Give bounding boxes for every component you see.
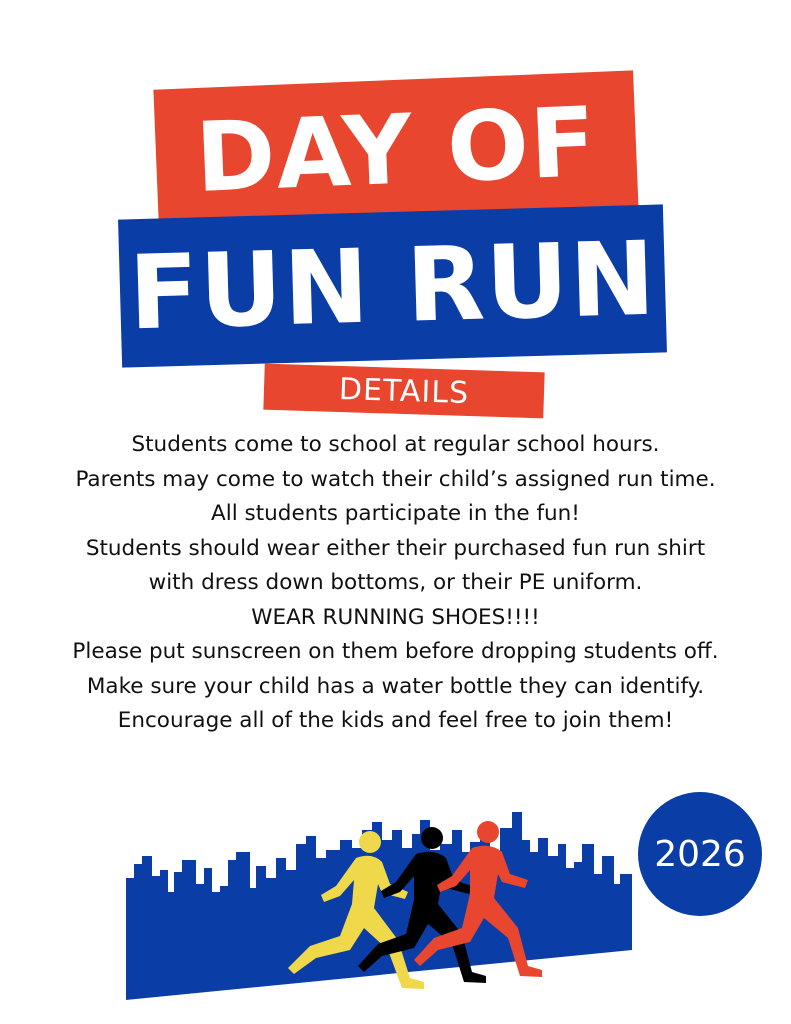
title-fun-run: FUN RUN: [127, 219, 658, 353]
details-line: Encourage all of the kids and feel free to join them!: [117, 708, 674, 733]
details-line: Please put sunscreen on them before dropping students off.: [72, 639, 719, 664]
details-list: [0, 428, 791, 739]
year-text: 2026: [654, 833, 746, 875]
city-skyline-icon: [120, 800, 650, 1010]
title-day-of: DAY OF: [193, 86, 599, 215]
details-line: Parents may come to watch their child’s assigned run time.: [75, 466, 716, 492]
details-line: Students should wear either their purchased fun run shirt: [85, 535, 706, 561]
details-line: All students participate in the fun!: [211, 501, 580, 526]
details-banner: [263, 364, 544, 419]
title-banner-fun-run: [118, 204, 667, 367]
details-line: with dress down bottoms, or their PE uniform.: [148, 570, 643, 595]
details-line: Make sure your child has a water bottle they can identify.: [86, 673, 705, 699]
details-line: Students come to school at regular school hours.: [131, 432, 660, 457]
details-heading: DETAILS: [338, 371, 470, 411]
year-badge: [638, 792, 762, 916]
title-banner-day-of: [153, 70, 638, 229]
details-line: WEAR RUNNING SHOES!!!!: [251, 604, 540, 630]
